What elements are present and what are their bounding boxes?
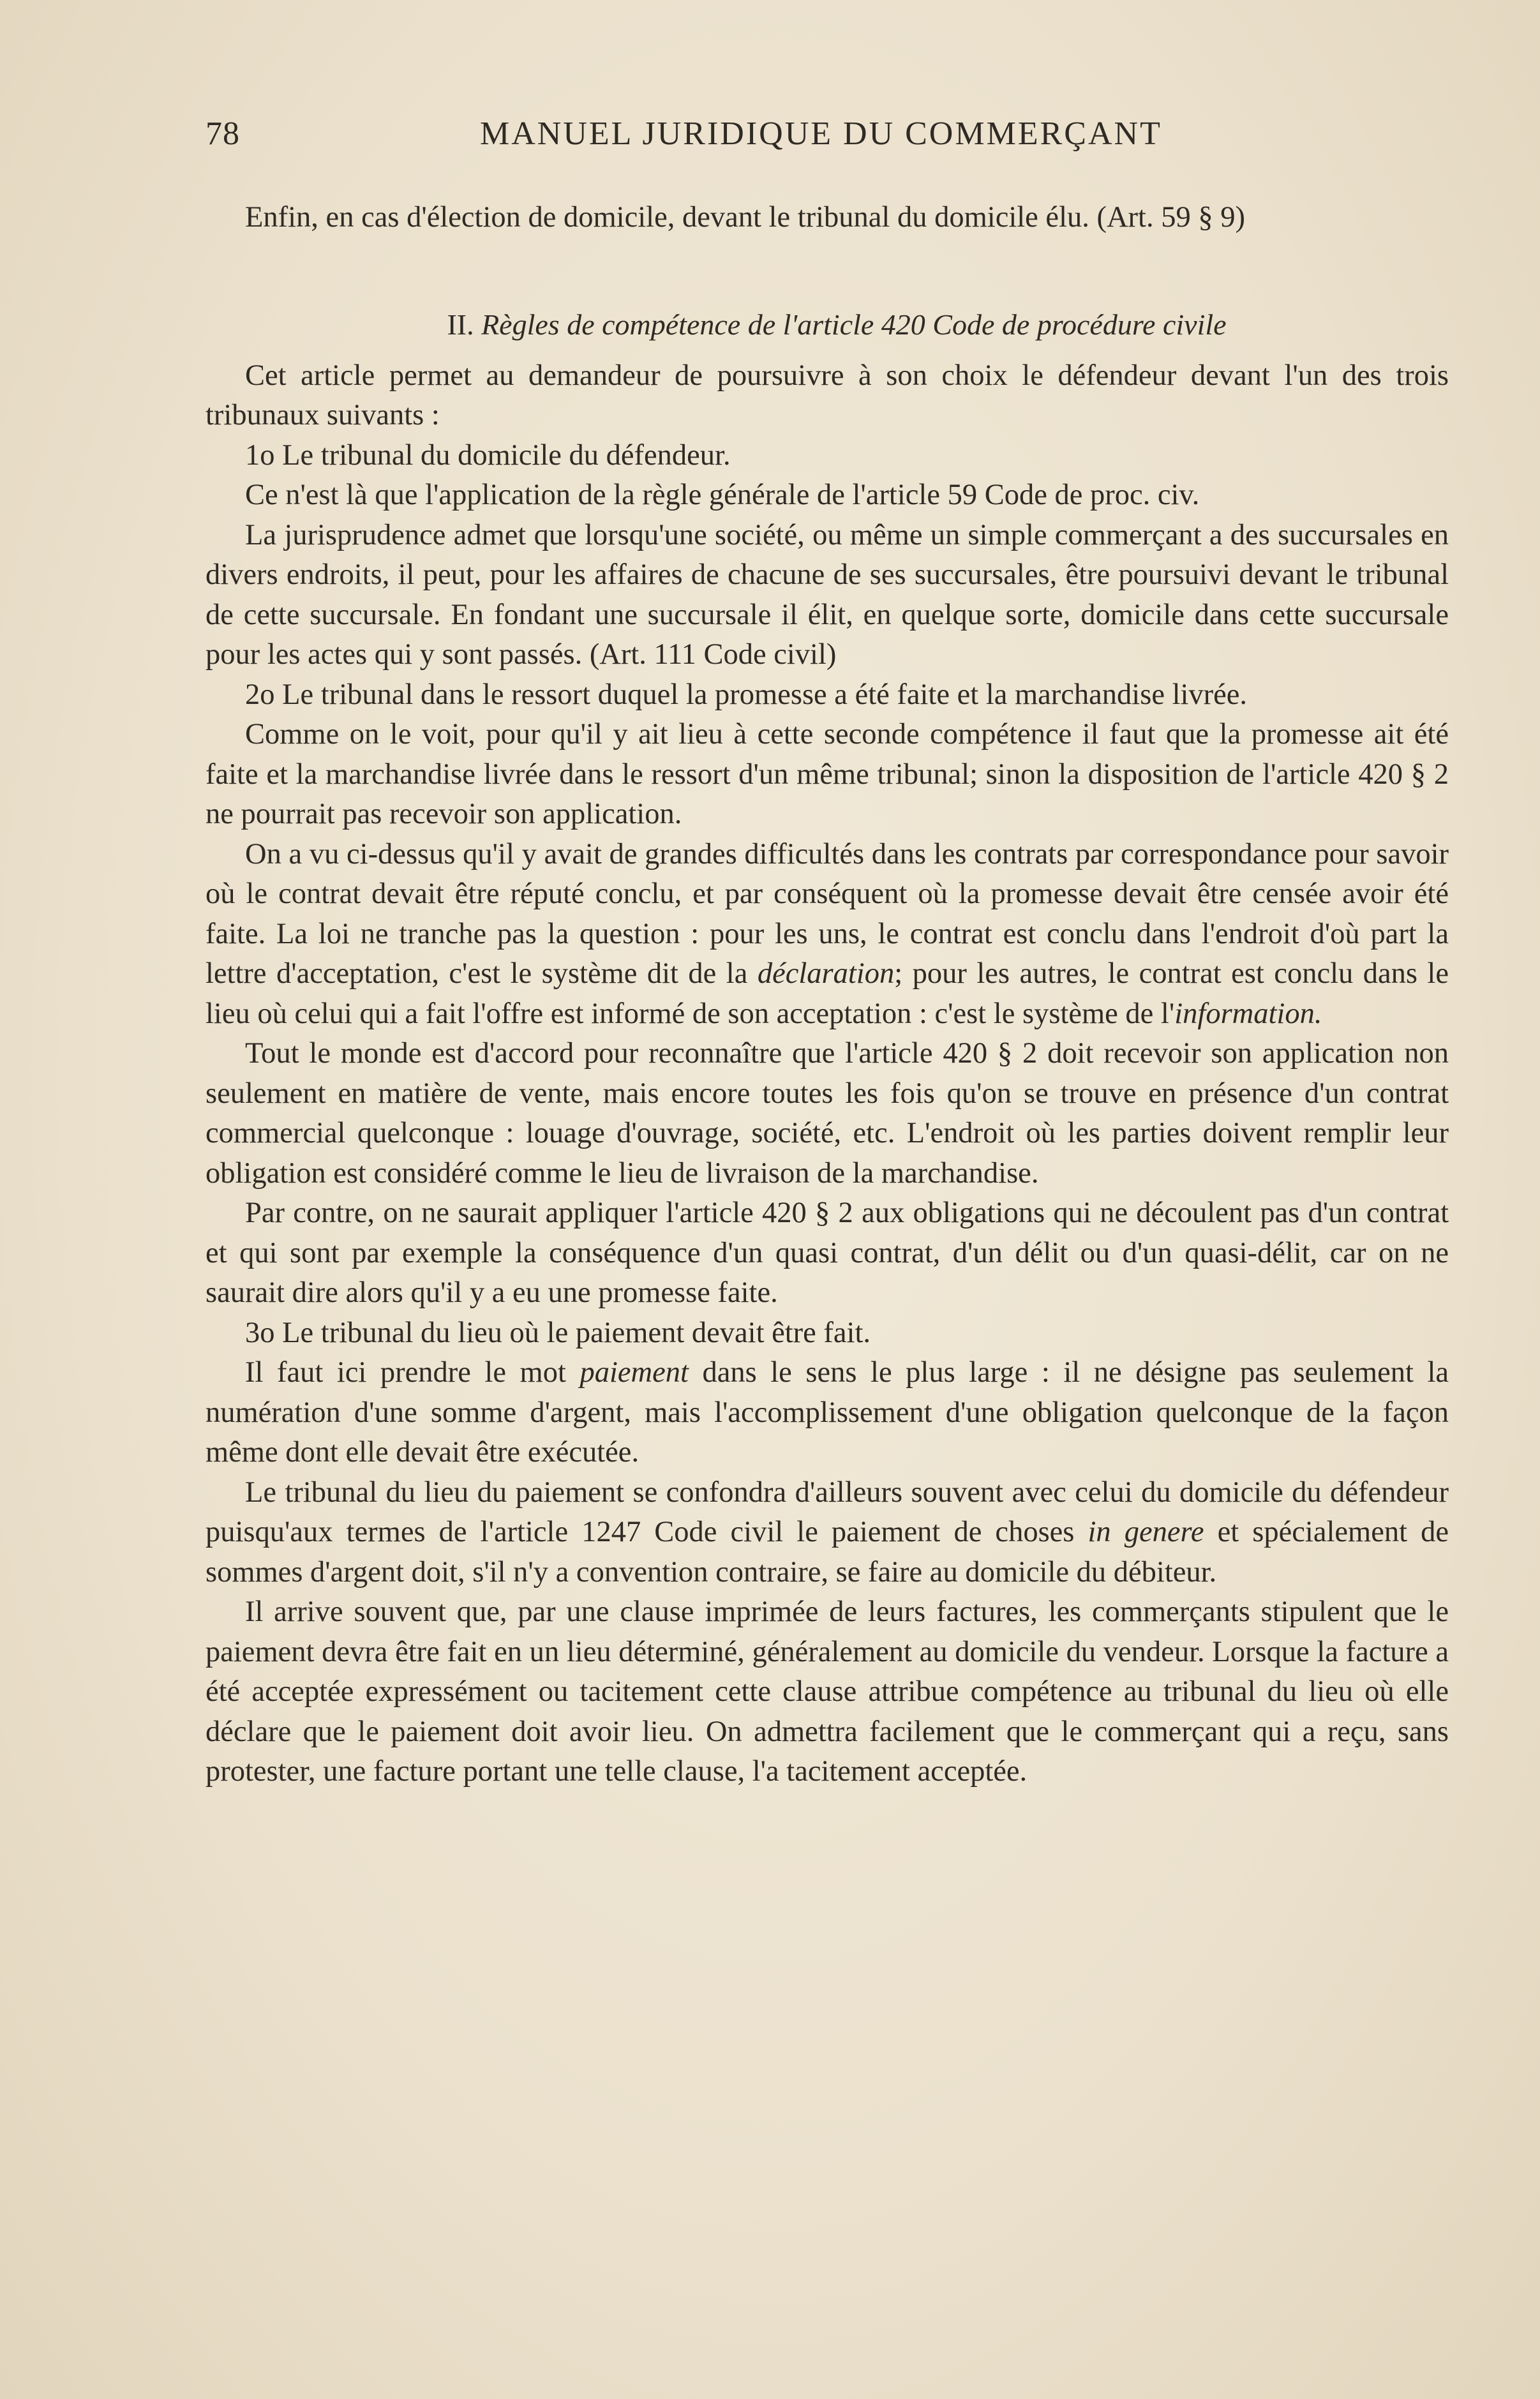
paragraph [206,1353,1449,1473]
paragraph-item-3: 3o Le tribunal du lieu où le paiement devait être fait. [245,1316,871,1349]
emphasis-information: information. [1174,997,1322,1030]
running-head: MANUEL JURIDIQUE DU COMMERÇANT [480,116,1162,152]
paragraph-item-2: 2o Le tribunal dans le ressort duquel la promesse a été faite et la marchandise livrée. [245,678,1248,711]
paragraph: Ce n'est là que l'application de la règle générale de l'article 59 Code de proc. civ. [245,479,1200,511]
paragraph-intro: Enfin, en cas d'élection de domicile, devant le tribunal du domicile élu. (Art. 59 § 9) [245,201,1245,234]
page-body [206,198,1449,1792]
paragraph: Tout le monde est d'accord pour reconnaître que l'article 420 § 2 doit recevoir son application non seulement en matière de vente, mais encore toutes les fois qu'on se trouve en présence d'un contrat commercial quelconque : louage d'ouvrage, société, etc. L'endroit où les parties doivent remplir leur obligation est considéré comme le lieu de livraison de la marchandise. [206,1037,1449,1190]
paragraph-item-1: 1o Le tribunal du domicile du défendeur. [245,438,731,472]
section-heading [206,305,1449,345]
text-run: On a vu ci-dessus qu'il y avait de grandes difficultés dans les contrats par correspondance pour savoir où le contrat devait être réputé conclu, et par conséquent où la promesse devait être censée avoir été faite. La loi ne tranche pas la question : pour les uns, le contrat est conclu dans l'endroit d'où part la lettre d'acceptation, c'est le système dit de la [206,837,1449,990]
paragraph: La jurisprudence admet que lorsqu'une société, ou même un simple commerçant a des succursales en divers endroits, il peut, pour les affaires de chacune de ses succursales, être poursuivi devant le tribunal de cette succursale. En fondant une succursale il élit, en quelque sorte, domicile dans cette succursale pour les actes qui y sont passés. (Art. 111 Code civil) [206,518,1449,671]
text-run: dans le sens le plus large : il ne désigne pas seulement la numération d'une somme d'argent, mais l'accomplissement d'une obligation quelconque de la façon même dont elle devait être exécutée. [206,1356,1449,1469]
paragraph: Il arrive souvent que, par une clause imprimée de leurs factures, les commerçants stipulent que le paiement devra être fait en un lieu déterminé, généralement au domicile du vendeur. Lorsque la facture a été acceptée expressément ou tacitement cette clause attribue compétence au tribunal du lieu où elle déclare que le paiement doit avoir lieu. On admettra facilement que le commerçant qui a reçu, sans protester, une facture portant une telle clause, l'a tacitement acceptée. [206,1596,1449,1788]
paragraph: Par contre, on ne saurait appliquer l'article 420 § 2 aux obligations qui ne découlent pas d'un contrat et qui sont par exemple la conséquence d'un quasi contrat, d'un délit ou d'un quasi-délit, car on ne saurait dire alors qu'il y a eu une promesse faite. [206,1197,1449,1309]
text-run: Il faut ici prendre le mot [245,1356,580,1389]
text-run: Le tribunal du lieu du paiement se confondra d'ailleurs souvent avec celui du domicile du défendeur puisqu'aux termes de l'article 1247 Code civil le paiement de choses [206,1476,1449,1548]
emphasis-paiement: paiement [579,1356,689,1389]
page-number: 78 [206,116,240,152]
paragraph: Cet article permet au demandeur de poursuivre à son choix le défendeur devant l'un des trois tribunaux suivants : [206,359,1449,431]
section-number: II. [447,308,474,341]
page-header [206,115,1449,166]
paragraph [206,835,1449,1035]
section-title: Règles de compétence de l'article 420 Code de procédure civile [481,308,1227,341]
text-run: ; pour les autres, le contrat est conclu dans le lieu où celui qui a fait l'offre est informé de son acceptation : c'est le système de l' [206,957,1449,1030]
text-run: et spécialement de sommes d'argent doit, s'il n'y a convention contraire, se faire au domicile du débiteur. [206,1516,1449,1588]
paragraph [206,1473,1449,1593]
emphasis-declaration: déclaration [757,957,895,990]
emphasis-in-genere: in genere [1088,1516,1204,1548]
paragraph: Comme on le voit, pour qu'il y ait lieu à cette seconde compétence il faut que la promesse ait été faite et la marchandise livrée dans le ressort d'un même tribunal; sinon la disposition de l'article 420 § 2 ne pourrait pas recevoir son application. [206,718,1449,830]
